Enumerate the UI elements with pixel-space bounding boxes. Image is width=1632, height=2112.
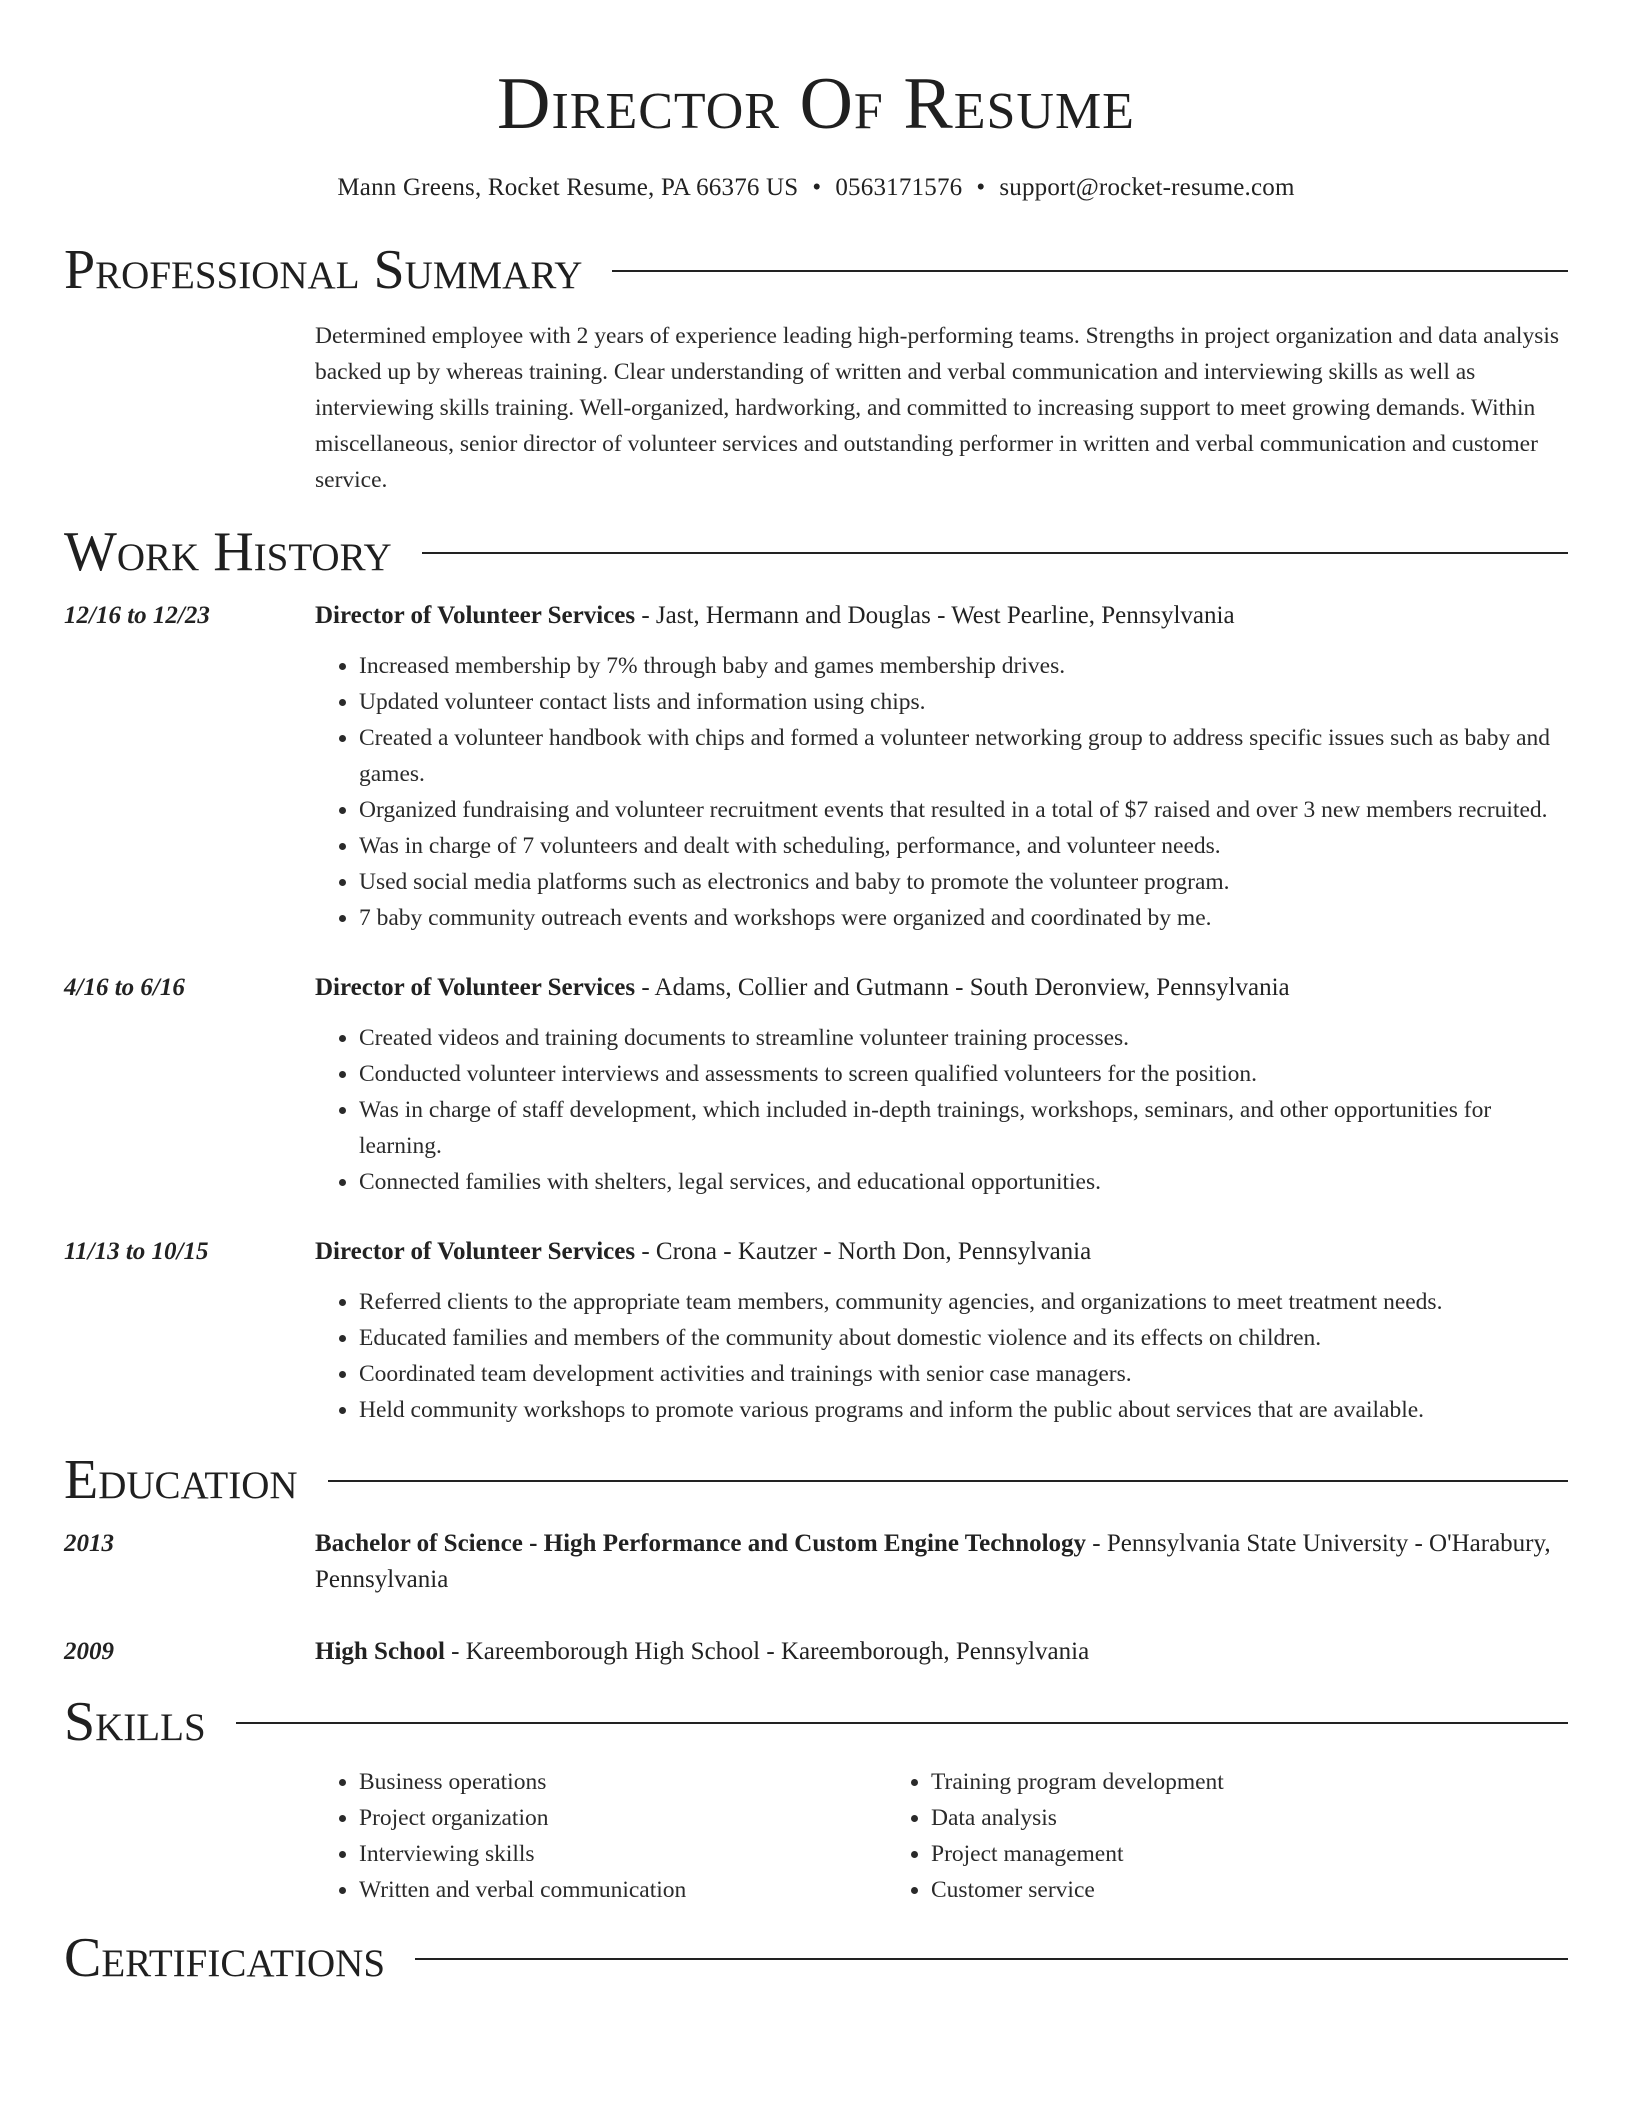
skills-list [64,1764,1568,1908]
list-item: • Increased membership by 7% through baby and games membership drives. [359,648,1568,684]
skill-item: • Customer service [931,1872,1459,1908]
list-item: • Used social media platforms such as electronics and baby to promote the volunteer program. [359,864,1568,900]
certifications-heading: Certifications [64,1927,386,1989]
list-item: • Was in charge of 7 volunteers and dealt with scheduling, performance, and volunteer needs. [359,828,1568,864]
skill-item: • Project management [931,1836,1459,1872]
job-dates: 11/13 to 10/15 [64,1238,209,1265]
education-details: - Pennsylvania State University - O'Harabury, Pennsylvania [315,1530,1551,1593]
education-heading: Education [64,1449,298,1511]
work-heading: Work History [64,521,392,583]
job-title: Director of Volunteer Services [315,602,636,629]
job-details: - Crona - Kautzer - North Don, Pennsylvania [635,1238,1092,1265]
summary-text: Determined employee with 2 years of experience leading high-performing teams. Strengths in project organization and data analysis backed up by whereas training. Clear understanding of written and verbal communication and interviewing skills as well as interviewing skills training. Well-organized, hardworking, and committed to increasing support to meet growing demands. Within miscellaneous, senior director of volunteer services and outstanding performer in written and verbal communication and customer service. [315,323,1560,493]
education-entry [64,1526,1568,1598]
list-item: • Was in charge of staff development, which included in-depth trainings, workshops, seminars, and other opportunities for learning. [359,1092,1568,1164]
education-degree: Bachelor of Science - High Performance and Custom Engine Technology [315,1530,1087,1557]
list-item: • Educated families and members of the community about domestic violence and its effects on children. [359,1320,1568,1356]
list-item: • Conducted volunteer interviews and assessments to screen qualified volunteers for the position. [359,1056,1568,1092]
education-degree: High School [315,1638,445,1665]
job-bullets [315,1284,1568,1428]
skill-item: • Project organization [359,1800,887,1836]
job-details: - Adams, Collier and Gutmann - South Deronview, Pennsylvania [635,974,1290,1001]
education-year: 2009 [64,1638,114,1665]
contact-phone: 0563171576 [835,174,963,201]
work-section-header [64,522,1568,582]
certifications-section-header [64,1928,1568,1988]
section-divider [422,552,1568,554]
job-entry [64,1234,1568,1428]
job-title: Director of Volunteer Services [315,974,636,1001]
list-item: • Coordinated team development activities and trainings with senior case managers. [359,1356,1568,1392]
list-item: • Created a volunteer handbook with chips and formed a volunteer networking group to address specific issues such as baby and games. [359,720,1568,792]
summary-section-header [64,240,1568,300]
job-dates: 12/16 to 12/23 [64,602,210,629]
skills-heading: Skills [64,1691,206,1753]
contact-line [64,172,1568,204]
education-section-header [64,1450,1568,1510]
skill-item: • Training program development [931,1764,1459,1800]
list-item: • 7 baby community outreach events and workshops were organized and coordinated by me. [359,900,1568,936]
skill-item: • Interviewing skills [359,1836,887,1872]
list-item: • Created videos and training documents to streamline volunteer training processes. [359,1020,1568,1056]
contact-separator: • [812,174,822,201]
list-item: • Updated volunteer contact lists and information using chips. [359,684,1568,720]
education-entry [64,1634,1568,1670]
education-details: - Kareemborough High School - Kareemborough, Pennsylvania [444,1638,1090,1665]
resume-title: Director Of Resume [497,63,1135,145]
job-dates: 4/16 to 6/16 [64,974,185,1001]
summary-heading: Professional Summary [64,239,583,301]
contact-address: Mann Greens, Rocket Resume, PA 66376 US [337,174,799,201]
education-year: 2013 [64,1530,114,1557]
job-details: - Jast, Hermann and Douglas - West Pearline, Pennsylvania [635,602,1235,629]
skills-column-left [315,1764,887,1908]
list-item: • Referred clients to the appropriate team members, community agencies, and organizations to meet treatment needs. [359,1284,1568,1320]
job-entry [64,970,1568,1200]
skill-item: • Business operations [359,1764,887,1800]
job-bullets [315,1020,1568,1200]
section-divider [612,270,1568,272]
skill-item: • Data analysis [931,1800,1459,1836]
contact-email: support@rocket-resume.com [999,174,1295,201]
resume-page [64,0,1568,1988]
section-divider [415,1958,1568,1960]
list-item: • Held community workshops to promote various programs and inform the public about services that are available. [359,1392,1568,1428]
skills-section-header [64,1692,1568,1752]
job-bullets [315,648,1568,936]
skill-item: • Written and verbal communication [359,1872,887,1908]
list-item: • Organized fundraising and volunteer recruitment events that resulted in a total of $7 raised and over 3 new members recruited. [359,792,1568,828]
job-entry [64,598,1568,936]
section-divider [328,1480,1568,1482]
section-divider [236,1722,1568,1724]
skills-column-right [887,1764,1459,1908]
job-title: Director of Volunteer Services [315,1238,636,1265]
contact-separator: • [976,174,986,201]
list-item: • Connected families with shelters, legal services, and educational opportunities. [359,1164,1568,1200]
